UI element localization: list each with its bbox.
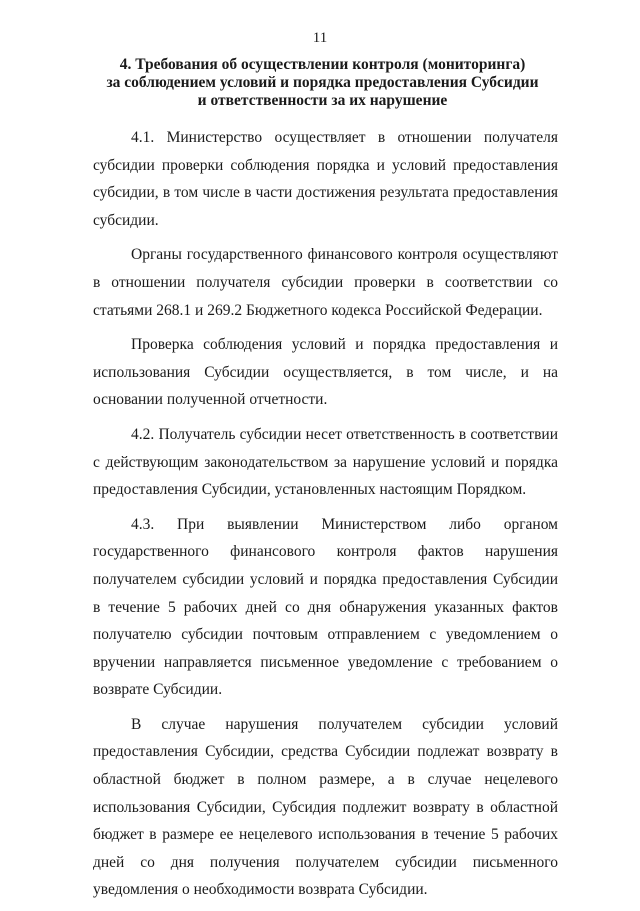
paragraph-4-3: 4.3. При выявлении Министерством либо органом государственного финансового контроля фактов нарушения получателем субсидии условий и порядка предоставления Субсидии в течение 5 рабочих дней со дня обнаружения указанных фактов получателю субсидии почтовым отправлением с уведомлением о вручении направляется письменное уведомление с требованием о возврате Субсидии. <box>93 515 558 699</box>
paragraph-4-2: 4.2. Получатель субсидии несет ответственность в соответствии с действующим законодательством за нарушение условий и порядка предоставления Субсидии, установленных настоящим Порядком. <box>93 425 558 499</box>
paragraph-financial-control: Органы государственного финансового контроля осуществляют в отношении получателя субсидии проверки в соответствии со статьями 268.1 и 269.2 Бюджетного кодекса Российской Федерации. <box>93 246 558 319</box>
section-heading-line-1: 4. Требования об осуществлении контроля (мониторинга) <box>119 56 526 73</box>
document-body <box>93 124 558 911</box>
paragraph-4-1: 4.1. Министерство осуществляет в отношении получателя субсидии проверки соблюдения порядка и условий предоставления субсидии, в том числе в части достижения результата предоставления субсидии. <box>93 129 558 229</box>
paragraph-refund: В случае нарушения получателем субсидии условий предоставления Субсидии, средства Субсидии подлежат возврату в областной бюджет в полном размере, а в случае нецелевого использования Субсидии, Субсидия подлежит возврату в областной бюджет в размере ее нецелевого использования в течение 5 рабочих дней со дня получения получателем субсидии письменного уведомления о необходимости возврата Субсидии. <box>93 715 558 899</box>
section-heading-line-3: и ответственности за их нарушение <box>197 92 448 109</box>
paragraph-reporting-check: Проверка соблюдения условий и порядка предоставления и использования Субсидии осуществляется, в том числе, и на основании полученной отчетности. <box>93 336 558 409</box>
section-heading <box>80 56 565 110</box>
section-heading-line-2: за соблюдением условий и порядка предоставления Субсидии <box>106 74 539 91</box>
page-number: 11 <box>312 30 328 46</box>
